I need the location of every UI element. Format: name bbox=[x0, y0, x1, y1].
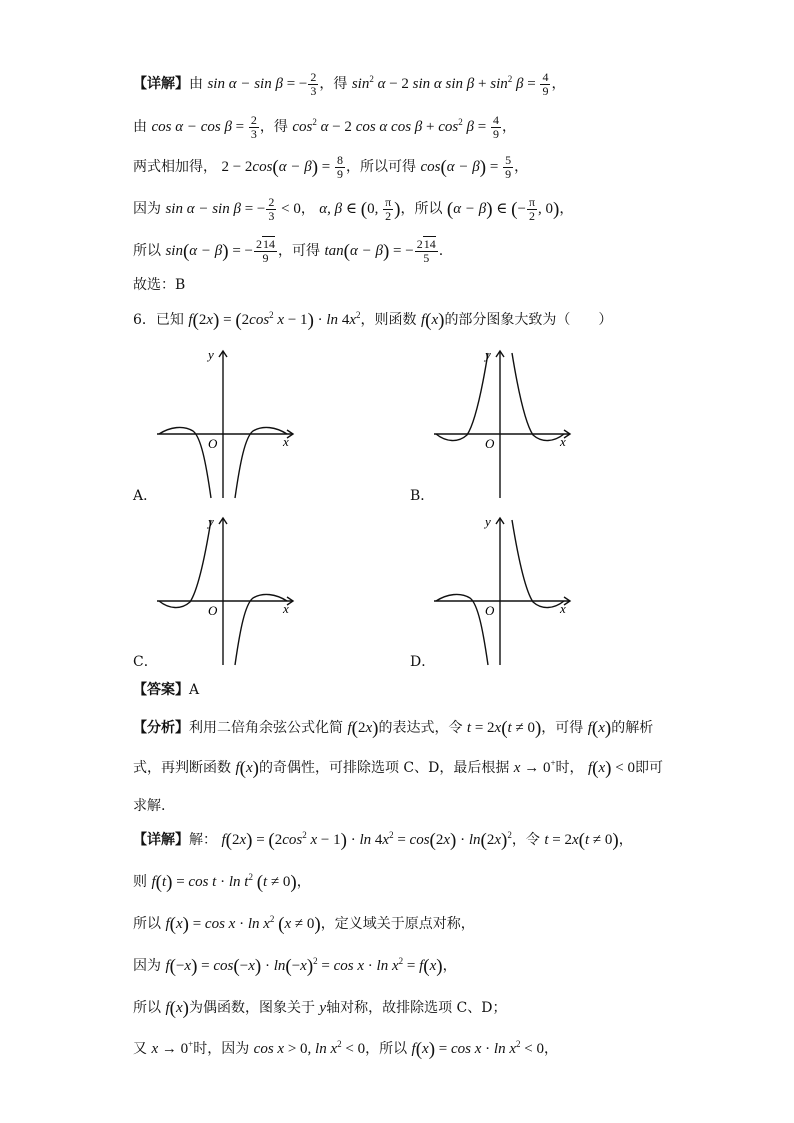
formula: y bbox=[319, 1000, 327, 1016]
solution-line-1: 【详解】解： $f(2x) = (2\cos^2$ $x - 1) \cdot \ln 4x^2 = \cos(2x) \cdot \ln(2x)^2$，令 t = 2x(t ≠ 0)， bbox=[133, 830, 633, 851]
origin-label: O bbox=[485, 436, 495, 451]
analysis-label: 【分析】 bbox=[133, 720, 189, 736]
solution-line-5: 所以 f(x)为偶函数，图象关于 y轴对称，故排除选项 C、D； bbox=[133, 998, 507, 1019]
formula: $f(t) = \cos t \cdot \ln t^2$ (t ≠ 0) bbox=[151, 872, 297, 893]
x-axis-label: x bbox=[560, 434, 566, 449]
y-axis-label: y bbox=[208, 347, 214, 362]
answer-label: 【答案】 bbox=[133, 682, 189, 698]
analysis-line-1: 【分析】利用二倍角余弦公式化简 f(2x)的表达式，令 t = 2x(t ≠ 0)，可得 f(x)的解析 bbox=[133, 718, 654, 739]
x-axis-label: x bbox=[560, 601, 566, 616]
formula: $f(x) = \cos x \cdot \ln x^2$ (x ≠ 0) bbox=[165, 914, 321, 935]
formula: f(x) bbox=[420, 310, 445, 331]
option-d-label: D． bbox=[410, 654, 436, 670]
formula: cos α − cos β = $\frac{2}{3}$ bbox=[151, 113, 257, 141]
formula: f(x) < 0 bbox=[588, 758, 635, 779]
formula: f(2x) bbox=[347, 718, 379, 739]
analysis-line-2: 式，再判断函数 f(x)的奇偶性，可排除选项 C、D，最后根据 x → 0+时， f(x) < 0即可 bbox=[133, 758, 663, 779]
formula: $f(2x) = (2\cos^2$ $x - 1) \cdot \ln 4x^2$ bbox=[188, 310, 361, 331]
solution-line-2: 则 $f(t) = \cos t \cdot \ln t^2$ (t ≠ 0)， bbox=[133, 872, 311, 893]
formula: $f(x) = \cos x \cdot \ln x^2 < 0$ bbox=[411, 1039, 544, 1060]
formula: cos(α − β) = $\frac{5}{9}$ bbox=[420, 153, 512, 181]
detail-line-1: 【详解】由 sin α − sin β = − $\frac{2}{3}$ ，得 $\sin^2 \alpha - 2$ sin α $\sin \beta + \sin^2 \beta$ = $\frac{4}{9}$ ， bbox=[133, 70, 566, 98]
x-axis-label: x bbox=[283, 434, 289, 449]
formula: $f(2x) = (2\cos^2$ $x - 1) \cdot \ln 4x^2 = \cos(2x) \cdot \ln(2x)^2$ bbox=[221, 830, 512, 851]
detail-line-3: 两式相加得， 2 − 2cos(α − β) = $\frac{8}{9}$ ，所以可得 cos(α − β) = $\frac{5}{9}$ ， bbox=[133, 153, 529, 181]
formula: $f(-x) = \cos(-x) \cdot \ln(-x)^2 = \cos x \cdot \ln x^2 = f(x)$ bbox=[165, 956, 443, 977]
formula: sin α − sin β = − $\frac{2}{3}$ bbox=[207, 70, 317, 98]
solution-line-3: 所以 $f(x) = \cos x \cdot \ln x^2$ (x ≠ 0)，定义域关于原点对称， bbox=[133, 914, 475, 935]
graph-option-b bbox=[432, 345, 577, 500]
origin-label: O bbox=[208, 436, 218, 451]
formula: sin α − sin β = − $\frac{2}{3}$ < 0 bbox=[165, 195, 301, 223]
formula: cos x > 0, $\ln x^2 < 0$ bbox=[253, 1039, 366, 1057]
graph-option-a bbox=[155, 345, 300, 500]
graph-option-d bbox=[432, 512, 577, 667]
formula: (α − β) ∈ (− $\frac{\pi}{2}$ , 0) bbox=[446, 195, 560, 223]
formula: f(x) bbox=[165, 998, 189, 1019]
y-axis-label: y bbox=[485, 347, 491, 362]
graph-option-c bbox=[155, 512, 300, 667]
y-axis-label: y bbox=[208, 514, 214, 529]
solution-line-6: 又 x → 0+时，因为 cos x > 0, $\ln x^2 < 0$，所以 $f(x) = \cos x \cdot \ln x^2 < 0$， bbox=[133, 1039, 558, 1060]
formula: f(x) bbox=[587, 718, 612, 739]
question-6: 6．已知 $f(2x) = (2\cos^2$ $x - 1) \cdot \ln 4x^2$，则函数 f(x)的部分图象大致为（ ） bbox=[133, 310, 613, 331]
x-axis-label: x bbox=[283, 601, 289, 616]
formula: α, β ∈ (0, $\frac{\pi}{2}$ ) bbox=[319, 195, 401, 223]
answer-line bbox=[133, 679, 199, 701]
formula: t = 2x(t ≠ 0) bbox=[544, 830, 619, 851]
formula: 2 − 2cos(α − β) = $\frac{8}{9}$ bbox=[221, 153, 344, 181]
origin-label: O bbox=[208, 603, 218, 618]
formula: $\sin^2 \alpha - 2$ sin α $\sin \beta + \sin^2 \beta$ = $\frac{4}{9}$ bbox=[351, 70, 549, 98]
detail-line-4: 因为 sin α − sin β = − $\frac{2}{3}$ < 0， α, β ∈ (0, $\frac{\pi}{2}$ )，所以 (α − β) ∈ (− $\frac{\pi}{2}$ , 0)， bbox=[133, 195, 574, 223]
formula: x → 0+ bbox=[151, 1039, 194, 1057]
option-c-label: C． bbox=[133, 654, 158, 670]
analysis-line-3: 求解. bbox=[133, 798, 166, 814]
origin-label: O bbox=[485, 603, 495, 618]
formula: $\cos^2 \alpha - 2$ cos α $\cos \beta + \cos^2 \beta$ = $\frac{4}{9}$ bbox=[292, 113, 499, 141]
detail-line-5: 所以 sin(α − β) = − $\frac{214}{9}$ ，可得 tan(α − β) = − $\frac{214}{5}$ . bbox=[133, 237, 444, 265]
choice-line: 故选：B bbox=[133, 277, 186, 293]
detail-label: 【详解】 bbox=[133, 832, 189, 848]
formula: f(x) bbox=[235, 758, 259, 779]
formula: t = 2x(t ≠ 0) bbox=[466, 718, 542, 739]
option-b-label: B． bbox=[410, 488, 435, 504]
solution-line-4: 因为 $f(-x) = \cos(-x) \cdot \ln(-x)^2 = \cos x \cdot \ln x^2 = f(x)$， bbox=[133, 956, 457, 977]
answer-value: A bbox=[189, 682, 200, 698]
y-axis-label: y bbox=[485, 514, 491, 529]
option-a-label: A． bbox=[133, 488, 158, 504]
detail-line-2: 由 cos α − cos β = $\frac{2}{3}$ ，得 $\cos^2 \alpha - 2$ cos α $\cos \beta + \cos^2 \beta$ = $\frac{4}{9}$ ， bbox=[133, 113, 516, 141]
detail-label: 【详解】 bbox=[133, 75, 189, 92]
formula: sin(α − β) = − $\frac{214}{9}$ bbox=[165, 237, 276, 265]
formula: tan(α − β) = − $\frac{214}{5}$ bbox=[324, 237, 436, 265]
formula: x → 0+ bbox=[513, 758, 556, 776]
